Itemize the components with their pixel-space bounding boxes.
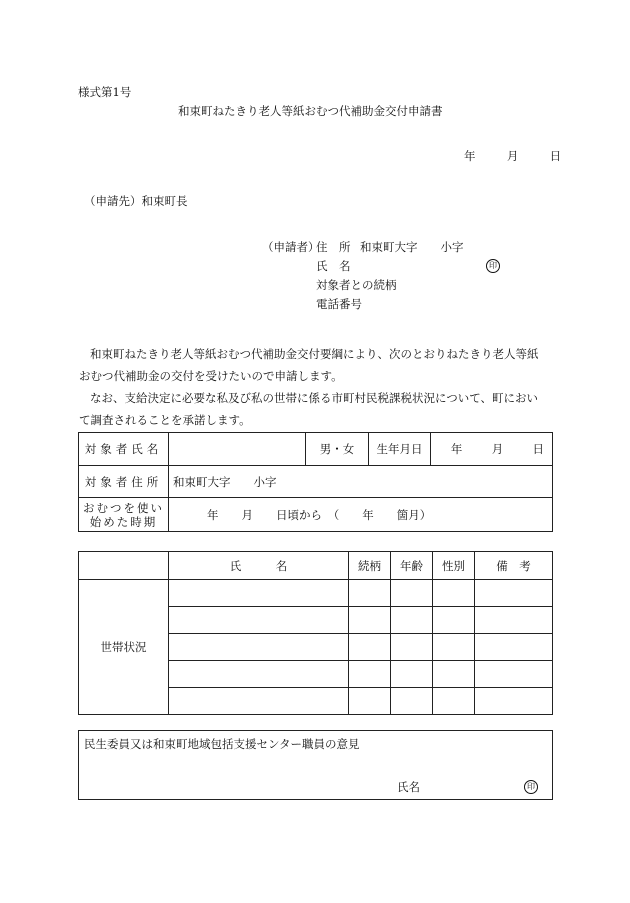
household-cell[interactable] [349,607,391,634]
body-p1-line1: 和束町ねたきり老人等紙おむつ代補助金交付要綱により、次のとおりねたきり老人等紙 [90,347,539,361]
opinion-seal-icon: 印 [524,780,538,794]
body-p2-line2: て調査されることを承諾します。 [79,413,251,427]
household-cell[interactable] [169,661,349,688]
subject-sex[interactable]: 男・女 [306,433,369,466]
household-header-age: 年齢 [391,552,433,580]
subject-name-field[interactable] [169,433,306,466]
household-cell[interactable] [349,580,391,607]
household-cell[interactable] [349,634,391,661]
household-header-sex: 性別 [433,552,475,580]
household-cell[interactable] [349,688,391,715]
date-day: 日 [549,149,562,163]
household-cell[interactable] [433,607,475,634]
opinion-name-label: 氏名 [397,780,420,794]
household-cell[interactable] [433,580,475,607]
household-corner [79,552,169,580]
household-cell[interactable] [475,634,553,661]
applicant-address-label: 住 所 [316,240,351,254]
household-cell[interactable] [169,688,349,715]
household-cell[interactable] [391,634,433,661]
household-table [78,551,553,715]
start-label-line1: おむつを使い [83,500,164,515]
addressee: （申請先）和束町長 [84,194,188,208]
household-header-relation: 続柄 [349,552,391,580]
household-cell[interactable] [433,688,475,715]
household-cell[interactable] [391,661,433,688]
start-period-value[interactable]: 年 月 日頃から （ 年 箇月） [169,498,553,532]
applicant-address-value: 和束町大字 小字 [360,240,464,254]
household-row-label: 世帯状況 [79,580,169,715]
household-cell[interactable] [349,661,391,688]
subject-address-value[interactable]: 和束町大字 小字 [169,466,553,498]
opinion-label: 民生委員又は和束町地域包括支援センター職員の意見 [84,737,360,751]
subject-birth-label: 生年月日 [369,433,431,466]
subject-table [78,432,553,532]
household-cell[interactable] [391,580,433,607]
subject-name-label: 対象者氏名 [79,433,169,466]
subject-birth-field[interactable] [431,433,553,466]
household-header-name: 氏 名 [169,552,349,580]
birth-year: 年 [450,442,463,456]
opinion-box[interactable] [78,730,553,800]
date-line [464,148,561,164]
applicant-label: （申請者） [262,240,320,254]
household-header-notes: 備 考 [475,552,553,580]
household-cell[interactable] [391,688,433,715]
start-label-line2: 始めた時期 [89,514,158,529]
household-cell[interactable] [475,580,553,607]
household-cell[interactable] [475,607,553,634]
subject-address-label: 対象者住所 [79,466,169,498]
household-cell[interactable] [475,661,553,688]
date-year: 年 [464,149,476,163]
form-title: 和束町ねたきり老人等紙おむつ代補助金交付申請書 [178,104,443,118]
household-cell[interactable] [169,607,349,634]
household-cell[interactable] [433,634,475,661]
applicant-seal-icon: 印 [486,259,500,273]
date-month: 月 [506,149,519,163]
applicant-name-label: 氏 名 [316,259,351,273]
applicant-phone-label: 電話番号 [316,297,362,311]
household-cell[interactable] [475,688,553,715]
form-number: 様式第1号 [78,85,132,99]
household-cell[interactable] [169,580,349,607]
birth-day: 日 [532,442,544,456]
household-cell[interactable] [391,607,433,634]
birth-month: 月 [491,442,504,456]
body-p2-line1: なお、支給決定に必要な私及び私の世帯に係る市町村民税課税状況について、町におい [90,391,539,405]
applicant-relation-label: 対象者との続柄 [316,278,397,292]
body-p1-line2: おむつ代補助金の交付を受けたいので申請します。 [79,369,343,383]
start-period-label [79,498,169,532]
household-cell[interactable] [169,634,349,661]
household-cell[interactable] [433,661,475,688]
